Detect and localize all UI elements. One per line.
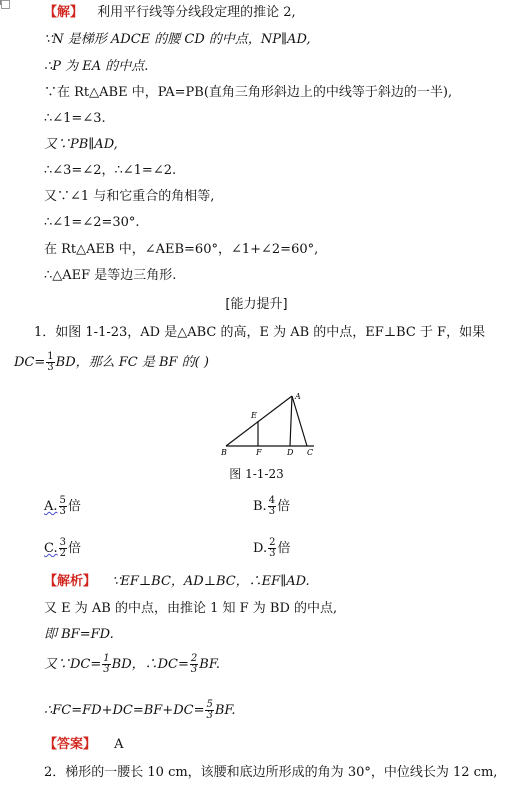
label-c: C [307, 448, 314, 457]
section-title: [能力提升] [225, 297, 288, 312]
label-a: A [295, 392, 301, 401]
analysis-line-4: 又∵DC= $\frac{1}{3}$ BD，∴DC= $\frac{2}{3}$ BF. [44, 653, 220, 675]
segment-ad [290, 396, 292, 446]
answer-line [44, 736, 507, 754]
analysis-line-2: 又 E 为 AB 的中点，由推论 1 知 F 为 BD 的中点, [44, 601, 338, 616]
question-2-line: 2．梯形的一腰长 10 cm，该腰和底边所形成的角为 30°，中位线长为 12 cm, [44, 765, 498, 780]
answer-tag: 【答案】 [44, 737, 97, 752]
question-fraction: $\frac{1}{3}$ [47, 351, 54, 373]
analysis-tag: 【解析】 [44, 574, 97, 589]
solution-line-11: ∴△AEF 是等边三角形. [44, 268, 177, 283]
option-d[interactable]: D. $\frac{2}{3}$ 倍 [253, 537, 291, 559]
solution-line-9: ∴∠1=∠2=30°. [44, 215, 140, 230]
figure-caption: 图 1-1-23 [229, 467, 284, 481]
analysis-line-1: 【解析】 ∵EF⊥BC，AD⊥BC，∴EF∥AD. [44, 574, 310, 589]
option-a[interactable]: A. $\frac{5}{3}$ 倍 [44, 495, 81, 517]
analysis-line-5: ∴FC=FD+DC=BF+DC= $\frac{5}{3}$ BF. [44, 699, 236, 721]
solution-line-1: 【解】 利用平行线等分线段定理的推论 2, [44, 5, 296, 20]
answer-value: A [114, 737, 124, 752]
label-e: E [251, 411, 257, 420]
analysis-line-3: 即 BF=FD. [44, 627, 114, 642]
label-f: F [256, 448, 262, 457]
question-line-2: DC= $\frac{1}{3}$ BD，那么 FC 是 BF 的( ) [14, 351, 209, 373]
solution-line-7: ∴∠3=∠2，∴∠1=∠2. [44, 163, 177, 178]
label-d: D [287, 448, 294, 457]
option-b[interactable]: B. $\frac{4}{3}$ 倍 [253, 495, 291, 517]
solution-line-10: 在 Rt△AEB 中，∠AEB=60°，∠1+∠2=60°, [44, 242, 319, 257]
solution-line-4: ∵在 Rt△ABE 中，PA=PB(直角三角形斜边上的中线等于斜边的一半), [44, 85, 453, 100]
solution-line-5: ∴∠1=∠3. [44, 111, 106, 126]
segment-ba [226, 396, 292, 446]
option-c[interactable]: C. $\frac{3}{2}$ 倍 [44, 537, 82, 559]
solution-line-8: 又∵∠1 与和它重合的角相等, [44, 189, 215, 204]
geometry-figure [221, 390, 321, 458]
question-line-1: 1．如图 1-1-23，AD 是△ABC 的高，E 为 AB 的中点，EF⊥BC 于 F，如果 [34, 325, 486, 340]
label-b: B [221, 448, 227, 457]
segment-ac [292, 396, 307, 446]
solution-line-6: 又∵PB∥AD, [44, 137, 118, 152]
solution-tag: 【解】 [44, 5, 84, 20]
solution-line-2: ∵N 是梯形 ADCE 的腰 CD 的中点，NP∥AD, [44, 32, 311, 47]
corner-tick [0, 0, 5, 5]
solution-line-3: ∴P 为 EA 的中点. [44, 59, 149, 74]
